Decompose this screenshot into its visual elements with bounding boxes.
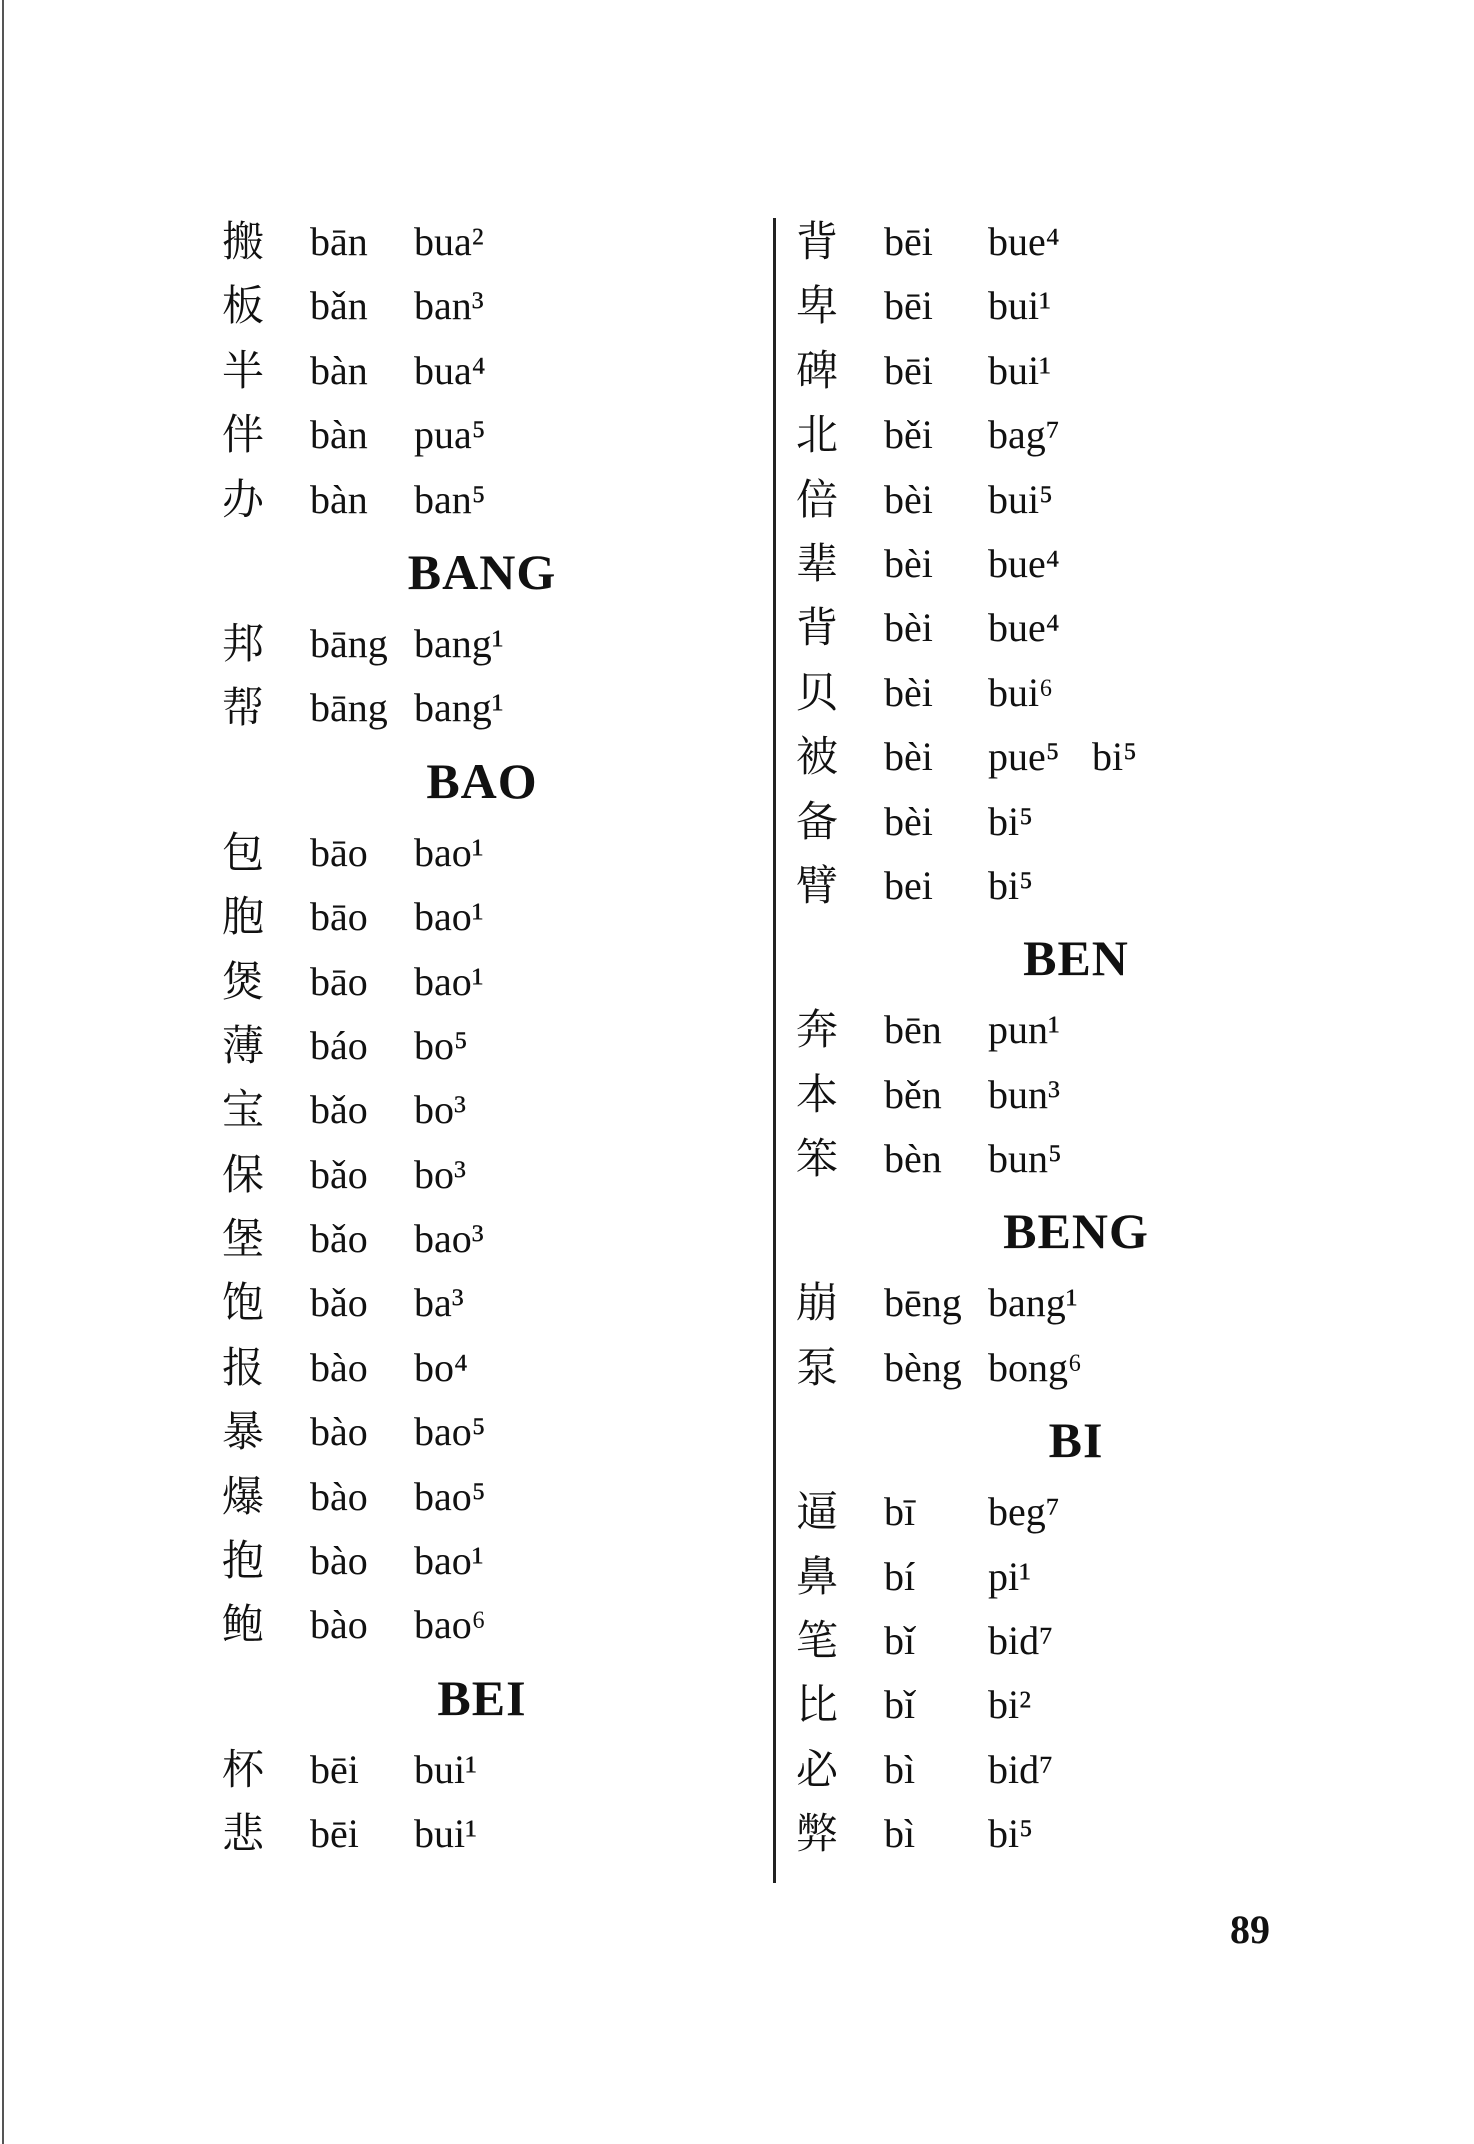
entry-hanzi: 饱 <box>222 1278 265 1328</box>
dictionary-entry <box>796 1127 1356 1191</box>
entry-pinyin: bào <box>310 1538 368 1584</box>
entry-reading: bid⁷ <box>988 1618 1054 1664</box>
dictionary-entry <box>222 1593 742 1657</box>
dictionary-entry <box>796 854 1356 918</box>
dictionary-entry <box>222 1465 742 1529</box>
entry-pinyin: bào <box>310 1602 368 1648</box>
dictionary-entry <box>796 274 1356 338</box>
entry-pinyin: bāo <box>310 894 368 940</box>
entry-pinyin: bèi <box>884 476 933 522</box>
entry-reading: bue⁴ <box>988 540 1060 586</box>
entry-hanzi: 笔 <box>796 1616 839 1666</box>
dictionary-entry <box>222 1400 742 1464</box>
entry-hanzi: 堡 <box>222 1214 265 1264</box>
entry-reading: bao¹ <box>414 894 484 940</box>
entry-reading: bua² <box>414 219 484 264</box>
entry-hanzi: 比 <box>796 1680 839 1730</box>
dictionary-entry <box>222 1014 742 1078</box>
entry-reading: bui¹ <box>988 347 1052 393</box>
entry-reading: bao⁵ <box>414 1409 486 1455</box>
section-heading: BEN <box>1023 930 1129 987</box>
entry-hanzi: 鲍 <box>222 1600 265 1650</box>
dictionary-entry <box>796 468 1356 532</box>
entry-pinyin: bèi <box>884 734 933 780</box>
entry-reading-alt: bi⁵ <box>1092 734 1138 780</box>
entry-pinyin: bēi <box>884 219 933 264</box>
entry-hanzi: 办 <box>222 474 265 524</box>
entry-reading: bun⁵ <box>988 1136 1062 1182</box>
section-heading: BANG <box>407 543 557 600</box>
dictionary-entry <box>796 1802 1356 1866</box>
entry-hanzi: 暴 <box>222 1407 265 1457</box>
entry-pinyin: bào <box>310 1473 368 1519</box>
entry-pinyin: běi <box>884 412 933 458</box>
entry-hanzi: 笨 <box>796 1134 839 1184</box>
entry-hanzi: 本 <box>796 1069 839 1119</box>
page-edge <box>2 0 4 2144</box>
dictionary-entry <box>796 725 1356 789</box>
entry-reading: pun¹ <box>988 1007 1060 1053</box>
entry-hanzi: 贝 <box>796 667 839 717</box>
entry-pinyin: bàn <box>310 476 368 522</box>
entry-reading: bag⁷ <box>988 412 1060 458</box>
entry-hanzi: 北 <box>796 410 839 460</box>
entry-pinyin: bēi <box>884 283 933 329</box>
entry-hanzi: 奔 <box>796 1005 839 1055</box>
entry-reading: pi¹ <box>988 1553 1032 1599</box>
dictionary-entry <box>222 1802 742 1866</box>
dictionary-entry <box>796 210 1356 274</box>
entry-hanzi: 泵 <box>796 1342 839 1392</box>
entry-pinyin: bān <box>310 219 368 264</box>
entry-pinyin: bàn <box>310 347 368 393</box>
entry-hanzi: 杯 <box>222 1744 265 1794</box>
entry-hanzi: 伴 <box>222 410 265 460</box>
section-heading: BENG <box>1003 1203 1149 1260</box>
entry-reading: bong⁶ <box>988 1344 1082 1390</box>
dictionary-entry <box>222 1143 742 1207</box>
entry-pinyin: bǎo <box>310 1087 368 1133</box>
entry-reading: bao¹ <box>414 958 484 1004</box>
entry-pinyin: bēi <box>884 347 933 393</box>
dictionary-entry <box>222 612 742 676</box>
entry-pinyin: bèi <box>884 798 933 844</box>
entry-reading: bui⁶ <box>988 669 1054 715</box>
entry-hanzi: 必 <box>796 1744 839 1794</box>
entry-pinyin: bǐ <box>884 1682 916 1728</box>
dictionary-entry <box>796 1545 1356 1609</box>
entry-pinyin: báo <box>310 1022 368 1068</box>
entry-reading: bue⁴ <box>988 219 1060 264</box>
entry-hanzi: 悲 <box>222 1809 265 1859</box>
entry-pinyin: bī <box>884 1489 916 1535</box>
dictionary-entry <box>222 1529 742 1593</box>
entry-hanzi: 崩 <box>796 1278 839 1328</box>
entry-hanzi: 背 <box>796 217 839 266</box>
entry-hanzi: 邦 <box>222 618 265 668</box>
entry-reading: bo⁵ <box>414 1022 468 1068</box>
dictionary-entry <box>796 1609 1356 1673</box>
entry-pinyin: bèi <box>884 669 933 715</box>
entry-hanzi: 备 <box>796 796 839 846</box>
dictionary-entry <box>222 339 742 403</box>
dictionary-entry <box>222 403 742 467</box>
entry-reading: bui¹ <box>414 1811 478 1857</box>
entry-reading: bi² <box>988 1682 1032 1728</box>
entry-hanzi: 被 <box>796 732 839 782</box>
right-column <box>796 210 1356 1867</box>
entry-hanzi: 保 <box>222 1149 265 1199</box>
entry-pinyin: bì <box>884 1746 916 1792</box>
entry-hanzi: 帮 <box>222 683 265 733</box>
entry-hanzi: 辈 <box>796 538 839 588</box>
dictionary-entry <box>222 950 742 1014</box>
entry-reading: ba³ <box>414 1280 464 1326</box>
entry-reading: bue⁴ <box>988 605 1060 651</box>
dictionary-entry <box>796 1738 1356 1802</box>
dictionary-entry <box>222 1271 742 1335</box>
entry-pinyin: bǎo <box>310 1216 368 1262</box>
entry-pinyin: bào <box>310 1344 368 1390</box>
entry-hanzi: 胞 <box>222 892 265 942</box>
entry-hanzi: 背 <box>796 603 839 653</box>
dictionary-entry <box>796 339 1356 403</box>
entry-pinyin: bào <box>310 1409 368 1455</box>
entry-reading: bui¹ <box>988 283 1052 329</box>
entry-pinyin: bǎn <box>310 283 368 329</box>
entry-pinyin: bǐ <box>884 1618 916 1664</box>
section-heading: BAO <box>426 752 538 809</box>
dictionary-entry <box>796 532 1356 596</box>
entry-pinyin: běn <box>884 1071 942 1117</box>
entry-hanzi: 薄 <box>222 1020 265 1070</box>
dictionary-entry <box>222 210 742 274</box>
entry-reading: bao⁵ <box>414 1473 486 1519</box>
dictionary-entry <box>796 1673 1356 1737</box>
entry-pinyin: bēi <box>310 1746 359 1792</box>
page-number: 89 <box>1230 1907 1270 1952</box>
entry-hanzi: 半 <box>222 345 265 395</box>
dictionary-entry <box>796 661 1356 725</box>
section-heading: BI <box>1048 1412 1104 1469</box>
entry-hanzi: 碑 <box>796 345 839 395</box>
entry-reading: bao⁶ <box>414 1602 486 1648</box>
entry-pinyin: bì <box>884 1811 916 1857</box>
entry-pinyin: bèi <box>884 605 933 651</box>
dictionary-entry <box>222 821 742 885</box>
entry-hanzi: 倍 <box>796 474 839 524</box>
dictionary-entry <box>796 403 1356 467</box>
entry-reading: bo⁴ <box>414 1344 468 1390</box>
entry-reading: pua⁵ <box>414 412 486 458</box>
entry-reading: bao¹ <box>414 829 484 875</box>
dictionary-entry <box>222 1207 742 1271</box>
entry-hanzi: 报 <box>222 1342 265 1392</box>
entry-pinyin: bí <box>884 1553 916 1599</box>
entry-hanzi: 包 <box>222 827 265 877</box>
dictionary-entry <box>796 1271 1356 1335</box>
dictionary-entry <box>222 274 742 338</box>
dictionary-entry <box>222 1078 742 1142</box>
entry-reading: bi⁵ <box>988 798 1034 844</box>
entry-hanzi: 煲 <box>222 956 265 1006</box>
entry-pinyin: bèng <box>884 1344 962 1390</box>
entry-reading: bua⁴ <box>414 347 486 393</box>
dictionary-entry <box>796 1336 1356 1400</box>
entry-hanzi: 鼻 <box>796 1551 839 1601</box>
entry-pinyin: bāng <box>310 620 388 666</box>
entry-pinyin: bèi <box>884 540 933 586</box>
dictionary-entry <box>222 1336 742 1400</box>
dictionary-entry <box>222 1738 742 1802</box>
entry-hanzi: 臂 <box>796 860 839 910</box>
entry-reading: bo³ <box>414 1087 466 1133</box>
entry-hanzi: 宝 <box>222 1085 265 1135</box>
entry-pinyin: bēng <box>884 1280 962 1326</box>
entry-reading: bao¹ <box>414 1538 484 1584</box>
column-divider <box>773 218 776 1883</box>
entry-reading: ban⁵ <box>414 476 486 522</box>
dictionary-entry <box>796 1063 1356 1127</box>
left-column <box>222 210 742 1867</box>
entry-reading: ban³ <box>414 283 484 329</box>
entry-pinyin: bāng <box>310 685 388 731</box>
entry-pinyin: bēi <box>310 1811 359 1857</box>
entry-reading: bang¹ <box>988 1280 1078 1326</box>
entry-reading: pue⁵ <box>988 734 1060 780</box>
entry-hanzi: 逼 <box>796 1487 839 1537</box>
entry-reading: beg⁷ <box>988 1489 1060 1535</box>
dictionary-entry <box>796 998 1356 1062</box>
entry-pinyin: bǎo <box>310 1151 368 1197</box>
entry-reading: bo³ <box>414 1151 466 1197</box>
section-heading: BEI <box>437 1669 527 1726</box>
entry-pinyin: bǎo <box>310 1280 368 1326</box>
dictionary-entry <box>796 596 1356 660</box>
dictionary-entry <box>796 1480 1356 1544</box>
entry-reading: bui¹ <box>414 1746 478 1792</box>
entry-hanzi: 搬 <box>222 217 265 266</box>
entry-pinyin: bei <box>884 862 933 908</box>
entry-pinyin: bēn <box>884 1007 942 1053</box>
entry-hanzi: 爆 <box>222 1471 265 1521</box>
dictionary-entry <box>222 885 742 949</box>
dictionary-entry <box>222 676 742 740</box>
entry-pinyin: bāo <box>310 958 368 1004</box>
entry-hanzi: 弊 <box>796 1809 839 1859</box>
entry-reading: bang¹ <box>414 620 504 666</box>
entry-reading: bid⁷ <box>988 1746 1054 1792</box>
entry-pinyin: bāo <box>310 829 368 875</box>
entry-reading: bang¹ <box>414 685 504 731</box>
entry-pinyin: bèn <box>884 1136 942 1182</box>
entry-reading: bi⁵ <box>988 1811 1034 1857</box>
entry-hanzi: 卑 <box>796 281 839 331</box>
entry-hanzi: 抱 <box>222 1536 265 1586</box>
entry-reading: bi⁵ <box>988 862 1034 908</box>
dictionary-entry <box>796 790 1356 854</box>
entry-reading: bun³ <box>988 1071 1060 1117</box>
entry-pinyin: bàn <box>310 412 368 458</box>
dictionary-entry <box>222 468 742 532</box>
entry-hanzi: 板 <box>222 281 265 331</box>
entry-reading: bao³ <box>414 1216 484 1262</box>
entry-reading: bui⁵ <box>988 476 1054 522</box>
